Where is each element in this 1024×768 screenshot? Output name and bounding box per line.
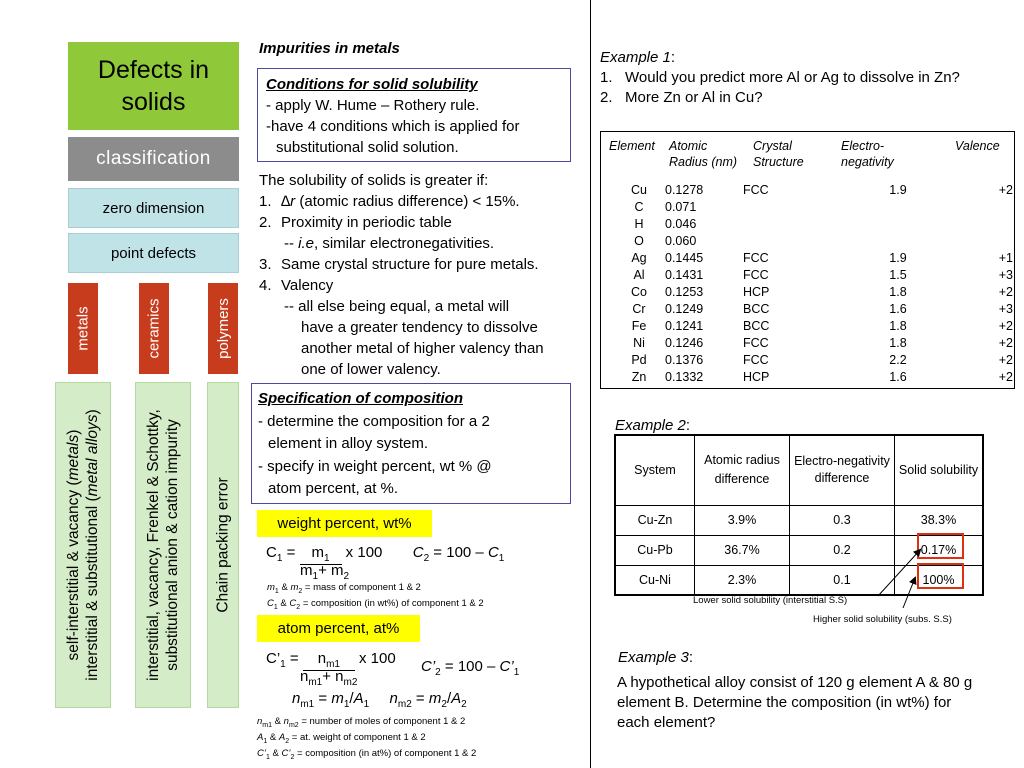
example-2-cell: 100%: [895, 565, 984, 595]
table-header-structure: Crystal Structure: [753, 139, 804, 169]
weight-percent-label: weight percent, wt%: [277, 515, 412, 532]
weight-percent-denominator: $m_1+ m_2$: [300, 562, 350, 582]
ceramics-defects-text: interstitial, vacancy, Frenkel & Schottky, substitutional anion & cation impurity: [145, 409, 181, 681]
element-cell: 0.1249: [665, 302, 704, 316]
example-2-cell: 36.7%: [695, 535, 790, 565]
example-2-cell: 38.3%: [895, 505, 984, 535]
example-3-title: Example 3:: [618, 649, 694, 666]
element-cell: 0.1241: [665, 319, 704, 333]
element-cell: 2.2: [889, 353, 907, 367]
element-cell: Cu: [631, 183, 647, 197]
example-2-header-electronegativity: Electro-negativity difference: [790, 435, 895, 505]
element-cell: BCC: [743, 302, 770, 316]
example-2-cell: 0.1: [790, 565, 895, 595]
element-cell: FCC: [743, 183, 769, 197]
moles-formula: $n_{m1} = m_1/A_1$ $n_{m2} = m_2/A_2$: [292, 690, 467, 710]
polymers-defects-text: Chain packing error: [214, 477, 232, 613]
example-1-question-2: 2. More Zn or Al in Cu?: [600, 89, 763, 106]
conditions-title: Conditions for solid solubility: [266, 76, 478, 93]
element-cell: H: [634, 217, 644, 231]
example-2-cell: Cu-Ni: [615, 565, 695, 595]
example-1-title: Example 1:: [600, 49, 676, 66]
element-cell: 0.1278: [665, 183, 704, 197]
example-2-cell: 2.3%: [695, 565, 790, 595]
table-header-valence: Valence: [955, 139, 1000, 153]
element-cell: FCC: [743, 268, 769, 282]
specification-line-3: - specify in weight percent, wt % @: [258, 457, 492, 475]
example-2-header-system: System: [615, 435, 695, 505]
example-1-question-1: 1. Would you predict more Al or Ag to dissolve in Zn?: [600, 69, 960, 86]
atom-percent-label: atom percent, at%: [277, 620, 400, 637]
element-cell: +2: [998, 183, 1013, 197]
atom-percent-note-3: $C’_1$ & $C’_2$ = composition (in at%) of component 1 & 2: [257, 748, 477, 761]
atom-percent-formula: $C’_1 = n_{m1}$ x 100: [266, 650, 396, 670]
element-cell: +3: [998, 268, 1013, 282]
element-cell: FCC: [743, 353, 769, 367]
weight-percent-note-2: $C_1$ & $C_2$ = composition (in wt%) of component 1 & 2: [267, 598, 484, 611]
element-cell: Ni: [633, 336, 645, 350]
element-cell: +2: [998, 285, 1013, 299]
example-2-cell: Cu-Zn: [615, 505, 695, 535]
element-cell: O: [634, 234, 644, 248]
tab-ceramics-label: ceramics: [145, 298, 163, 359]
note-lower-solubility: Lower solid solubility (interstitial S.S): [693, 595, 848, 606]
point-defects-label: point defects: [110, 244, 197, 262]
conditions-line-3: substitutional solid solution.: [276, 139, 459, 156]
table-header-electronegativity: Electro-negativity: [841, 139, 894, 169]
example-2-header-solubility: Solid solubility: [895, 435, 984, 505]
slide-title: Defects in solids: [97, 56, 210, 116]
element-cell: 0.1253: [665, 285, 704, 299]
element-cell: Fe: [631, 319, 647, 333]
metals-defects-text: self-interstitial & vacancy (metals) interstitial & substitutional (metal alloys): [65, 409, 101, 681]
rule-4-detail-3: another metal of higher valency than: [301, 340, 544, 357]
example-2-cell: 3.9%: [695, 505, 790, 535]
element-cell: 0.1332: [665, 370, 704, 384]
rule-1: 1. ∆r (atomic radius difference) < 15%.: [259, 193, 520, 210]
element-cell: Zn: [631, 370, 647, 384]
specification-line-1: - determine the composition for a 2: [258, 412, 490, 430]
element-cell: 1.6: [889, 370, 907, 384]
element-cell: Pd: [631, 353, 647, 367]
element-cell: 1.9: [889, 251, 907, 265]
element-cell: +2: [998, 336, 1013, 350]
rule-4-detail-2: have a greater tendency to dissolve: [301, 319, 538, 336]
example-2-title: Example 2:: [615, 417, 691, 434]
atom-percent-c2-formula: $C’_2 = 100$ – $C’_1$: [421, 658, 520, 678]
element-cell: +2: [998, 319, 1013, 333]
atom-percent-denominator: $n_{m1}+ n_{m2}$: [300, 668, 358, 688]
element-cell: BCC: [743, 319, 770, 333]
element-cell: HCP: [743, 285, 770, 299]
element-cell: 0.1431: [665, 268, 704, 282]
element-cell: 0.1246: [665, 336, 704, 350]
element-cell: 0.071: [665, 200, 697, 214]
tab-metals-label: metals: [74, 306, 92, 351]
example-2-header-radius: Atomic radius difference: [695, 435, 790, 505]
rule-4-detail-4: one of lower valency.: [301, 361, 441, 378]
rule-4: 4. Valency: [259, 277, 334, 294]
rule-4-detail-1: -- all else being equal, a metal will: [284, 298, 510, 315]
zero-dimension-label: zero dimension: [102, 199, 205, 217]
weight-percent-note-1: $m_1$ & $m_2$ = mass of component 1 & 2: [267, 582, 421, 595]
tab-polymers-label: polymers: [214, 298, 232, 359]
rule-3: 3. Same crystal structure for pure metals.: [259, 256, 539, 273]
arrow-lower-solubility: [878, 550, 920, 596]
element-cell: 0.046: [665, 217, 697, 231]
solubility-intro: The solubility of solids is greater if:: [259, 172, 489, 189]
specification-title: Specification of composition: [258, 390, 464, 407]
impurities-heading: Impurities in metals: [259, 40, 400, 57]
specification-line-2: element in alloy system.: [268, 435, 429, 452]
weight-percent-formula: $C_1 = m_1$ x 100 $C_2 = 100 - C_1$: [266, 544, 505, 564]
example-2-cell: 0.3: [790, 505, 895, 535]
element-cell: +2: [998, 353, 1013, 367]
specification-line-4: atom percent, at %.: [268, 480, 399, 497]
atom-percent-note-1: $n_{m1}$ & $n_{m2}$ = number of moles of component 1 & 2: [257, 716, 466, 729]
example-3-text: A hypothetical alloy consist of 120 g element A & 80 g element B. Determine the composition (in wt%) for each element?: [617, 674, 973, 731]
element-cell: 1.5: [889, 268, 907, 282]
element-cell: FCC: [743, 251, 769, 265]
element-cell: +1: [998, 251, 1013, 265]
example-2-cell: Cu-Pb: [615, 535, 695, 565]
arrow-higher-solubility: [903, 578, 915, 608]
table-header-element: Element: [609, 139, 655, 153]
rule-2-detail: -- i.e, similar electronegativities.: [284, 235, 495, 252]
example-2-cell: 0.2: [790, 535, 895, 565]
element-cell: +3: [998, 302, 1013, 316]
element-cell: 1.6: [889, 302, 907, 316]
element-cell: C: [634, 200, 644, 214]
element-cell: 1.8: [889, 285, 907, 299]
conditions-line-2: -have 4 conditions which is applied for: [266, 118, 520, 135]
element-cell: Co: [631, 285, 647, 299]
rule-2: 2. Proximity in periodic table: [259, 214, 452, 231]
element-cell: 1.8: [889, 319, 907, 333]
element-cell: 0.1376: [665, 353, 704, 367]
table-header-radius: Atomic Radius (nm): [669, 139, 738, 169]
atom-percent-note-2: $A_1$ & $A_2$ = at. weight of component 1 & 2: [257, 732, 426, 745]
element-cell: Al: [633, 268, 645, 282]
element-cell: 0.1445: [665, 251, 704, 265]
example-2-cell: 0.17%: [895, 535, 984, 565]
conditions-line-1: - apply W. Hume – Rothery rule.: [266, 97, 480, 114]
element-cell: 0.060: [665, 234, 697, 248]
element-cell: Cr: [632, 302, 646, 316]
element-cell: +2: [998, 370, 1013, 384]
note-higher-solubility: Higher solid solubility (subs. S.S): [813, 614, 952, 625]
element-cell: 1.8: [889, 336, 907, 350]
classification-label: classification: [96, 148, 211, 169]
element-cell: FCC: [743, 336, 769, 350]
element-cell: Ag: [631, 251, 647, 265]
element-cell: HCP: [743, 370, 770, 384]
element-cell: 1.9: [889, 183, 907, 197]
